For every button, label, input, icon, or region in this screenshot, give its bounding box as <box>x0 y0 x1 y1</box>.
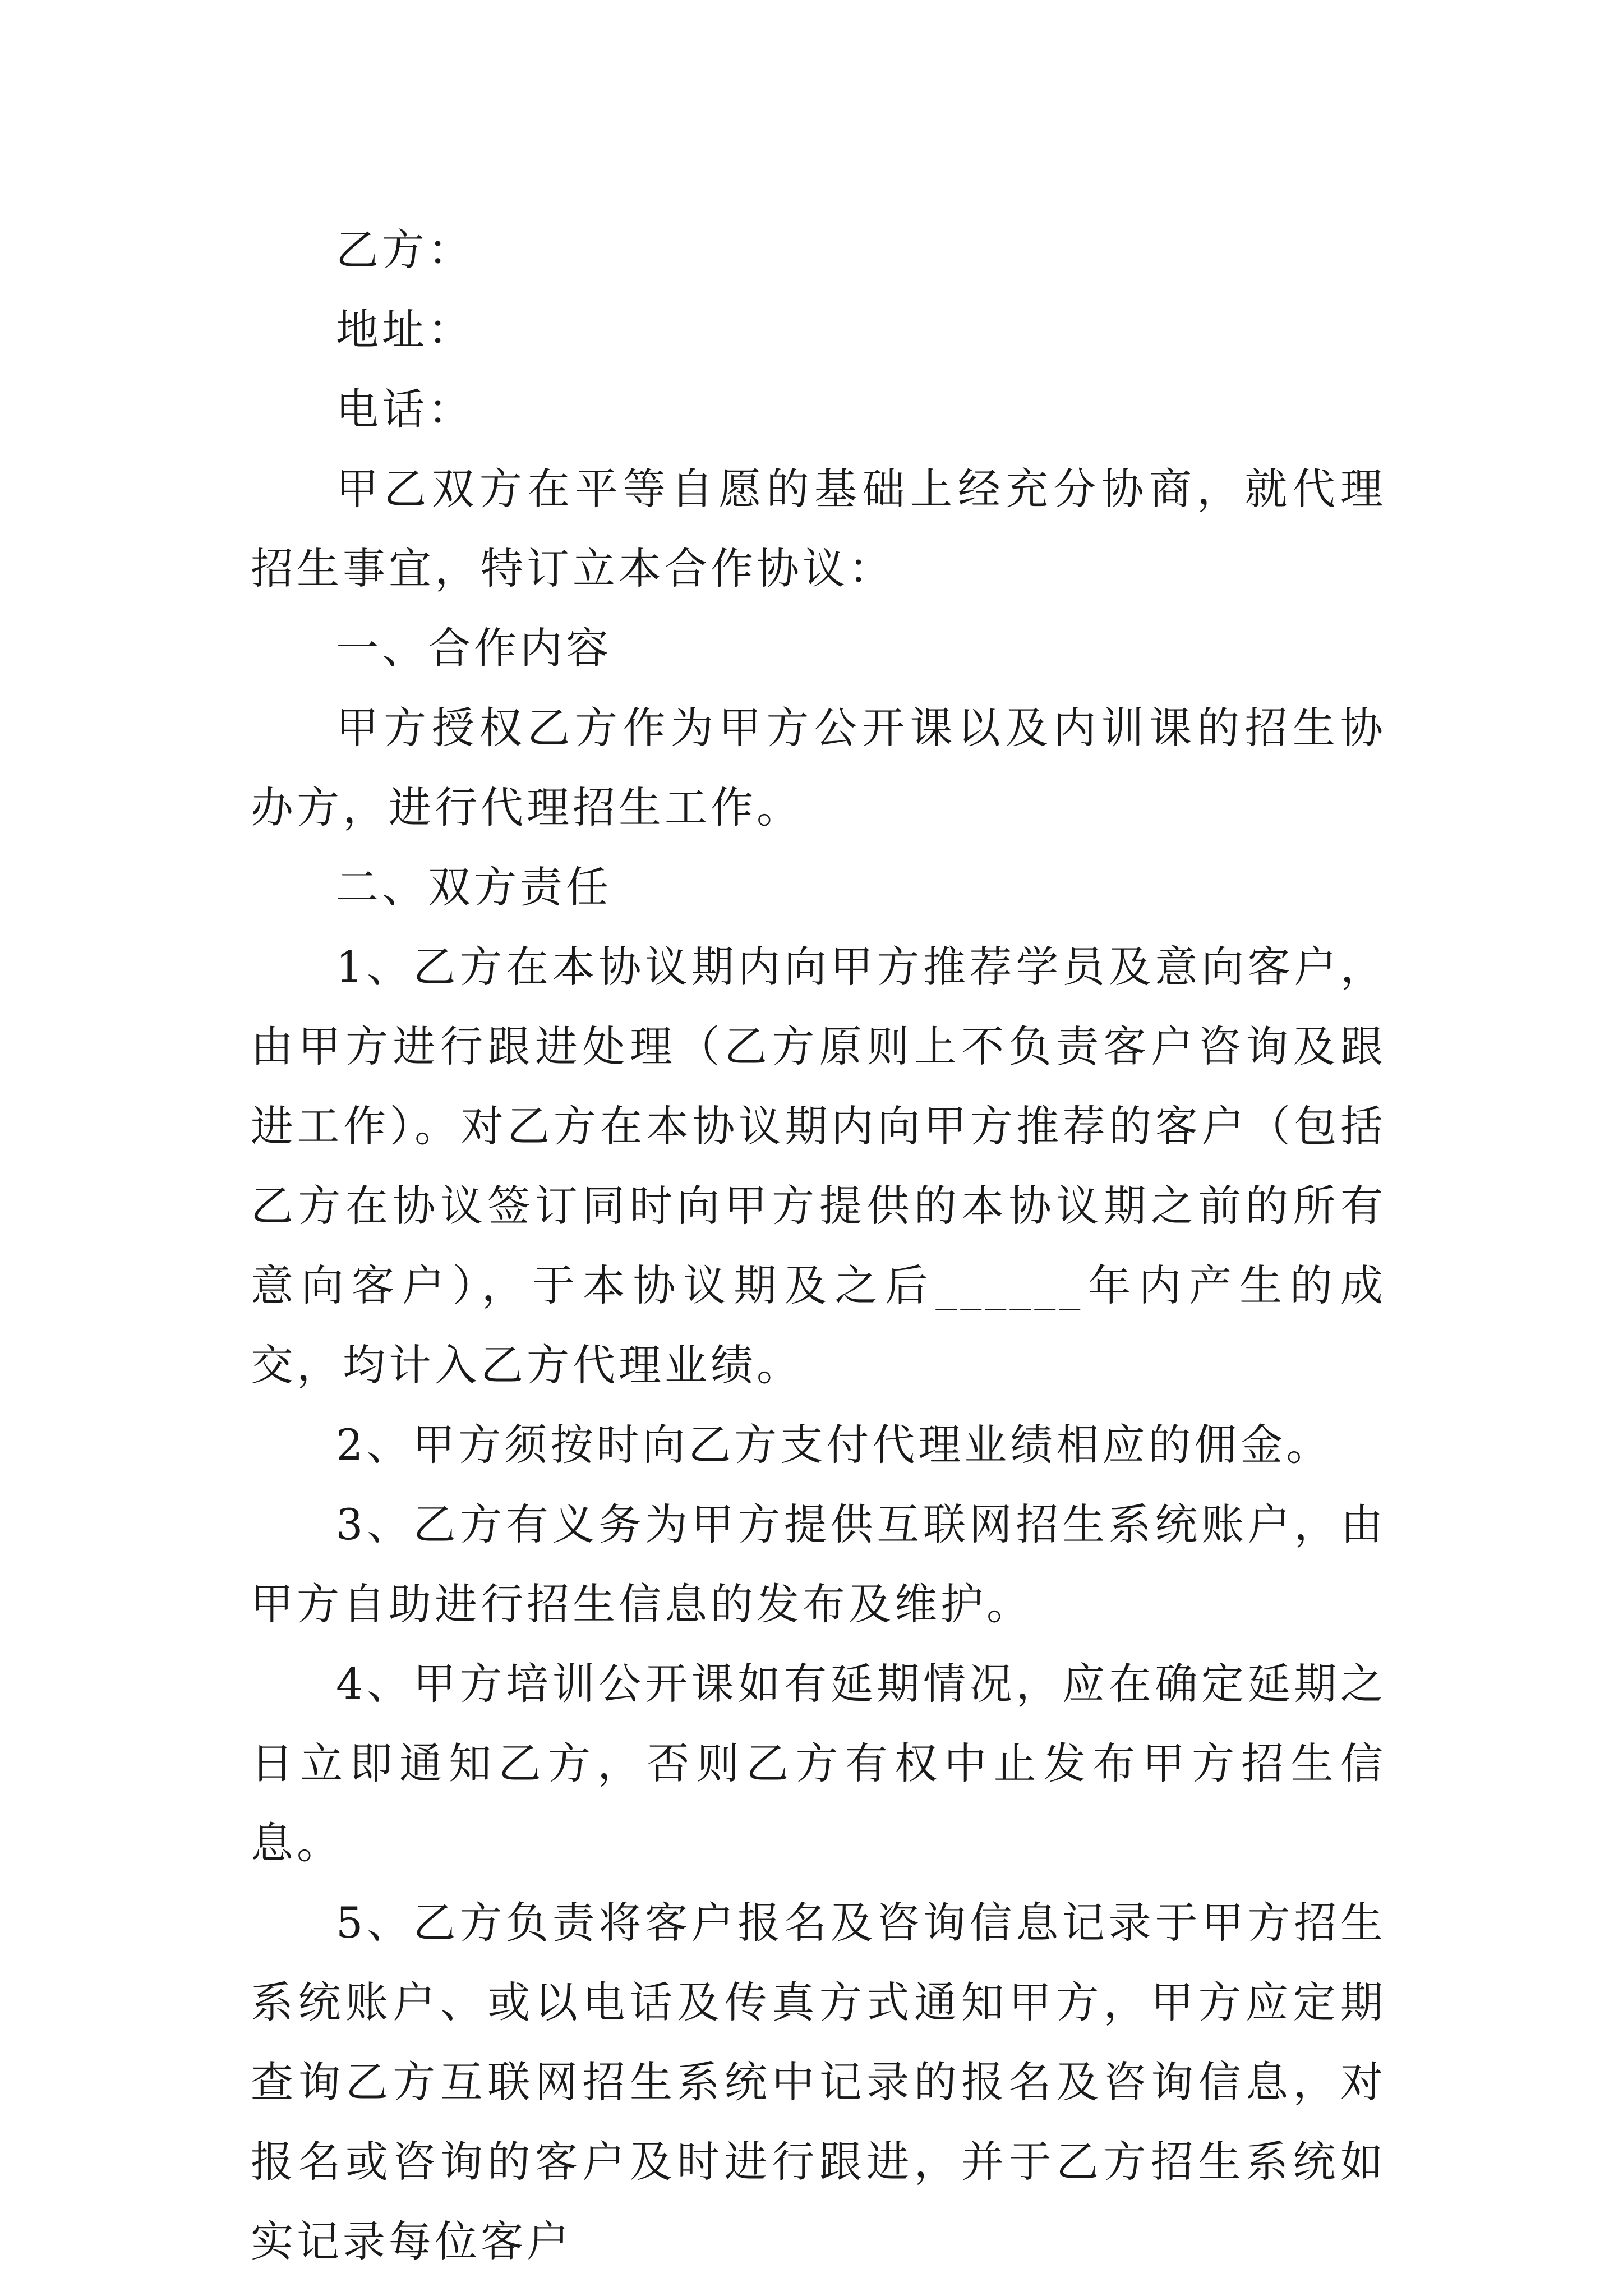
address-line: 地址： <box>336 305 474 355</box>
document-body <box>251 210 1386 2281</box>
clause-4: 4、甲方培训公开课如有延期情况，应在确定延期之日立即通知乙方，否则乙方有权中止发布甲方招生信息。 <box>251 1659 1386 1868</box>
preamble-paragraph: 甲乙双方在平等自愿的基础上经充分协商，就代理招生事宜，特订立本合作协议： <box>251 464 1386 593</box>
phone-line: 电话： <box>336 384 474 434</box>
clause-1: 1、乙方在本协议期内向甲方推荐学员及意向客户，由甲方进行跟进处理（乙方原则上不负责客户咨询及跟进工作）。对乙方在本协议期内向甲方推荐的客户（包括乙方在协议签订同时向甲方提供的本协议期之前的所有意向客户），于本协议期及之后______年内产生的成交，均计入乙方代理业绩。 <box>251 942 1386 1390</box>
section-heading-cooperation: 一、合作内容 <box>336 623 612 673</box>
clause-3: 3、乙方有义务为甲方提供互联网招生系统账户，由甲方自助进行招生信息的发布及维护。 <box>251 1499 1386 1629</box>
clause-5: 5、乙方负责将客户报名及咨询信息记录于甲方招生系统账户、或以电话及传真方式通知甲方，甲方应定期查询乙方互联网招生系统中记录的报名及咨询信息，对报名或咨询的客户及时进行跟进，并于乙方招生系统如实记录每位客户 <box>251 1898 1386 2266</box>
clause-2: 2、甲方须按时向乙方支付代理业绩相应的佣金。 <box>336 1420 1332 1470</box>
cooperation-paragraph: 甲方授权乙方作为甲方公开课以及内训课的招生协办方，进行代理招生工作。 <box>251 703 1386 832</box>
section-heading-responsibilities: 二、双方责任 <box>336 862 612 912</box>
party-b-line: 乙方： <box>336 225 474 275</box>
